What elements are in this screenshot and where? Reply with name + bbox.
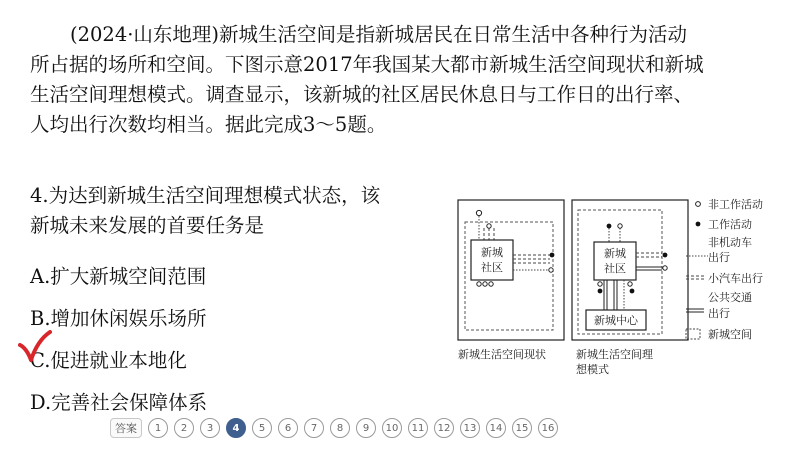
question-number-button[interactable]: 15 (512, 418, 532, 438)
question-number-button[interactable]: 3 (200, 418, 220, 438)
option-c[interactable]: C.促进就业本地化 (30, 349, 187, 372)
hollow-circle-icon (598, 282, 602, 286)
hollow-circle-icon (618, 224, 622, 228)
question-number-button[interactable]: 11 (408, 418, 428, 438)
option-a[interactable]: A.扩大新城空间范围 (30, 265, 207, 288)
diagram-figure (452, 188, 787, 378)
hollow-circle-icon (476, 210, 481, 215)
option-d[interactable]: D.完善社会保障体系 (30, 391, 208, 414)
question-number-button[interactable]: 2 (174, 418, 194, 438)
solid-dot-icon (598, 289, 603, 294)
solid-dot-icon (550, 253, 555, 258)
legend-label: 工作活动 (708, 218, 752, 231)
stem-line: 人均出行次数均相当。据此完成3～5题。 (30, 113, 387, 136)
legend-label: 小汽车出行 (708, 272, 763, 285)
hollow-circle-icon (477, 282, 481, 286)
options-list (30, 256, 207, 424)
hollow-circle-icon (628, 282, 632, 286)
solid-dot-icon (630, 289, 635, 294)
hollow-circle-icon (663, 266, 667, 270)
hollow-circle-icon (549, 268, 553, 272)
solid-dot-icon (696, 222, 701, 227)
panel-ideal (572, 200, 688, 376)
question-number-button[interactable]: 9 (356, 418, 376, 438)
legend-label: 出行 (708, 307, 730, 320)
answer-button[interactable]: 答案 (110, 418, 142, 438)
question-stem (30, 20, 780, 140)
panel-caption: 新城生活空间现状 (458, 348, 546, 361)
hollow-circle-icon (487, 224, 491, 228)
option-b[interactable]: B.增加休闲娱乐场所 (30, 307, 207, 330)
legend-label: 公共交通 (708, 291, 752, 304)
stem-line: 生活空间理想模式。调查显示，该新城的社区居民休息日与工作日的出行率、 (30, 83, 694, 106)
question-number-button[interactable]: 10 (382, 418, 402, 438)
question-number-button[interactable]: 7 (304, 418, 324, 438)
question-number-button[interactable]: 14 (486, 418, 506, 438)
question-number-button[interactable]: 13 (460, 418, 480, 438)
panel-caption: 想模式 (576, 363, 609, 376)
hollow-circle-icon (483, 282, 487, 286)
question-4 (30, 181, 380, 241)
question-number-button[interactable]: 5 (252, 418, 272, 438)
legend-label: 出行 (708, 251, 730, 264)
question-number-button[interactable]: 1 (148, 418, 168, 438)
question-number-button[interactable]: 12 (434, 418, 454, 438)
checkmark-icon (18, 330, 52, 364)
stem-line: 所占据的场所和空间。下图示意2017年我国某大都市新城生活空间现状和新城 (30, 53, 704, 76)
question-number-button[interactable]: 16 (538, 418, 558, 438)
solid-dot-icon (607, 224, 612, 229)
legend-label: 非工作活动 (708, 198, 763, 211)
hollow-circle-icon (489, 282, 493, 286)
legend (686, 197, 763, 341)
city-center-label: 新城中心 (594, 314, 638, 327)
panel-current (458, 200, 564, 361)
community-label: 新城社区 (604, 247, 626, 275)
solid-dot-icon (663, 253, 668, 258)
stem-line: (2024·山东地理)新城生活空间是指新城居民在日常生活中各种行为活动 (70, 23, 688, 46)
question-number-button[interactable]: 8 (330, 418, 350, 438)
panel-caption: 新城生活空间理 (576, 348, 653, 361)
legend-label: 非机动车 (708, 236, 752, 249)
question-line: 4.为达到新城生活空间理想模式状态，该 (30, 184, 381, 207)
question-number-button[interactable]: 6 (278, 418, 298, 438)
question-number-list (148, 418, 558, 438)
community-label: 新城社区 (481, 246, 503, 274)
question-line: 新城未来发展的首要任务是 (30, 214, 265, 237)
answer-navigation (110, 417, 558, 439)
hollow-circle-icon (696, 202, 701, 207)
question-number-button[interactable]: 4 (226, 418, 246, 438)
diagram-svg (452, 188, 787, 378)
legend-label: 新城空间 (708, 328, 752, 341)
